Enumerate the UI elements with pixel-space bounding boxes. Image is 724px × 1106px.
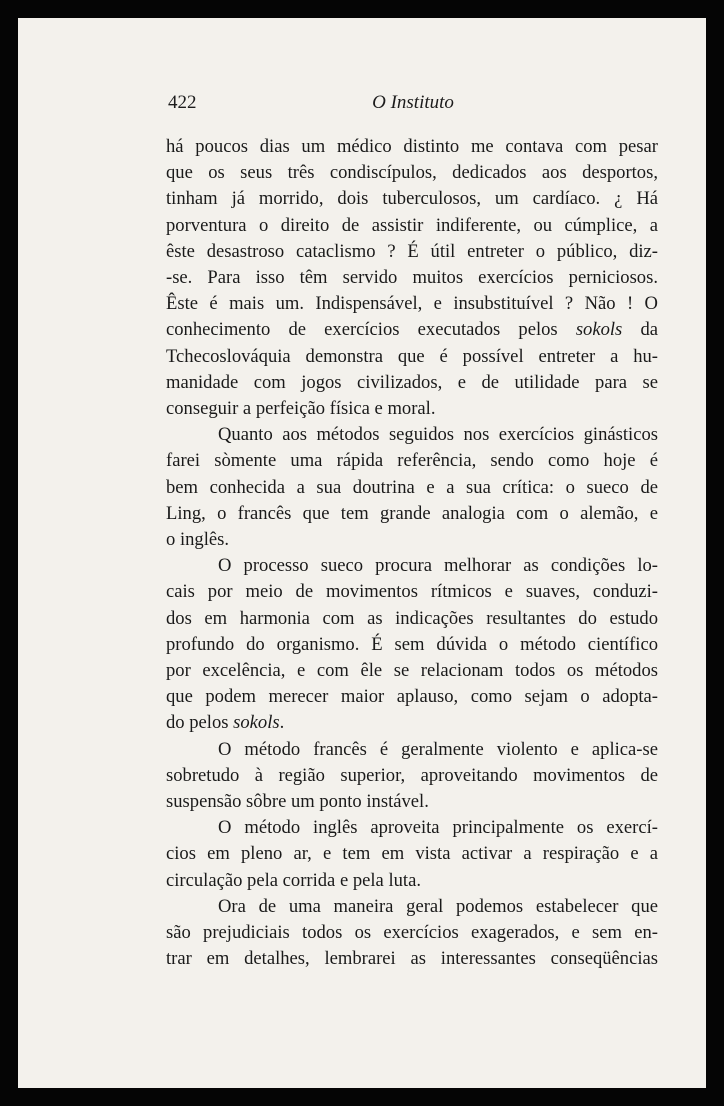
text-line: bem conhecida a sua doutrina e a sua crítica: o sueco de [166, 476, 658, 498]
text-line: conseguir a perfeição física e moral. [166, 398, 436, 420]
page-header [168, 92, 658, 122]
text-line: Ling, o francês que tem grande analogia com o alemão, e [166, 502, 658, 524]
text-line: suspensão sôbre um ponto instável. [166, 791, 429, 813]
text-line: são prejudiciais todos os exercícios exagerados, e sem en- [166, 922, 658, 944]
text-line: O método inglês aproveita principalmente os exercí- [218, 817, 658, 839]
text-line: cais por meio de movimentos rítmicos e suaves, conduzi- [166, 581, 658, 603]
text-line: há poucos dias um médico distinto me contava com pesar [166, 136, 658, 157]
paragraph [166, 737, 658, 816]
text-line: Êste é mais um. Indispensável, e insubstituível ? Não ! O [166, 293, 658, 315]
text-line: cios em pleno ar, e tem em vista activar a respiração e a [166, 843, 658, 865]
text-line: porventura o direito de assistir indiferente, ou cúmplice, a [166, 214, 658, 236]
text-line: farei sòmente uma rápida referência, sendo como hoje é [166, 450, 658, 472]
paragraph [166, 894, 658, 973]
page-number: 422 [168, 92, 197, 113]
text-line: profundo do organismo. É sem dúvida o método científico [166, 633, 658, 655]
text-line: Ora de uma maneira geral podemos estabelecer que [218, 895, 658, 917]
text-line: tinham já morrido, dois tuberculosos, um cardíaco. ¿ Há [166, 188, 658, 210]
text-line: circulação pela corrida e pela luta. [166, 869, 421, 891]
running-title: O Instituto [372, 92, 454, 113]
text-line: que os seus três condiscípulos, dedicados aos desportos, [166, 162, 658, 184]
paragraph [166, 815, 658, 894]
text-line: manidade com jogos civilizados, e de utilidade para se [166, 371, 658, 393]
text-line: sobretudo à região superior, aproveitando movimentos de [166, 764, 658, 786]
body-text [166, 134, 658, 973]
text-line: dos em harmonia com as indicações resultantes do estudo [166, 607, 658, 629]
text-line: o inglês. [166, 529, 230, 551]
text-line: êste desastroso cataclismo ? É útil entreter o público, diz- [166, 240, 658, 262]
italic-term: sokols [233, 712, 280, 734]
paragraph [166, 422, 658, 553]
text-line: do pelos sokols. [166, 712, 285, 734]
text-line: O método francês é geralmente violento e aplica-se [218, 738, 658, 760]
text-line: Quanto aos métodos seguidos nos exercícios ginásticos [218, 424, 658, 446]
text-line: conhecimento de exercícios executados pelos sokols da [166, 319, 658, 341]
paragraph [166, 553, 658, 736]
text-line: O processo sueco procura melhorar as condições lo- [218, 555, 658, 577]
text-line: por excelência, e com êle se relacionam todos os métodos [166, 660, 658, 682]
text-line: trar em detalhes, lembrarei as interessantes conseqüências [166, 948, 658, 970]
paragraph [166, 134, 658, 422]
italic-term: sokols [575, 319, 623, 341]
text-line: Tchecoslováquia demonstra que é possível entreter a hu- [166, 345, 658, 367]
text-line: -se. Para isso têm servido muitos exercícios perniciosos. [166, 267, 658, 289]
text-line: que podem merecer maior aplauso, como sejam o adopta- [166, 686, 658, 708]
book-page [18, 18, 706, 1088]
